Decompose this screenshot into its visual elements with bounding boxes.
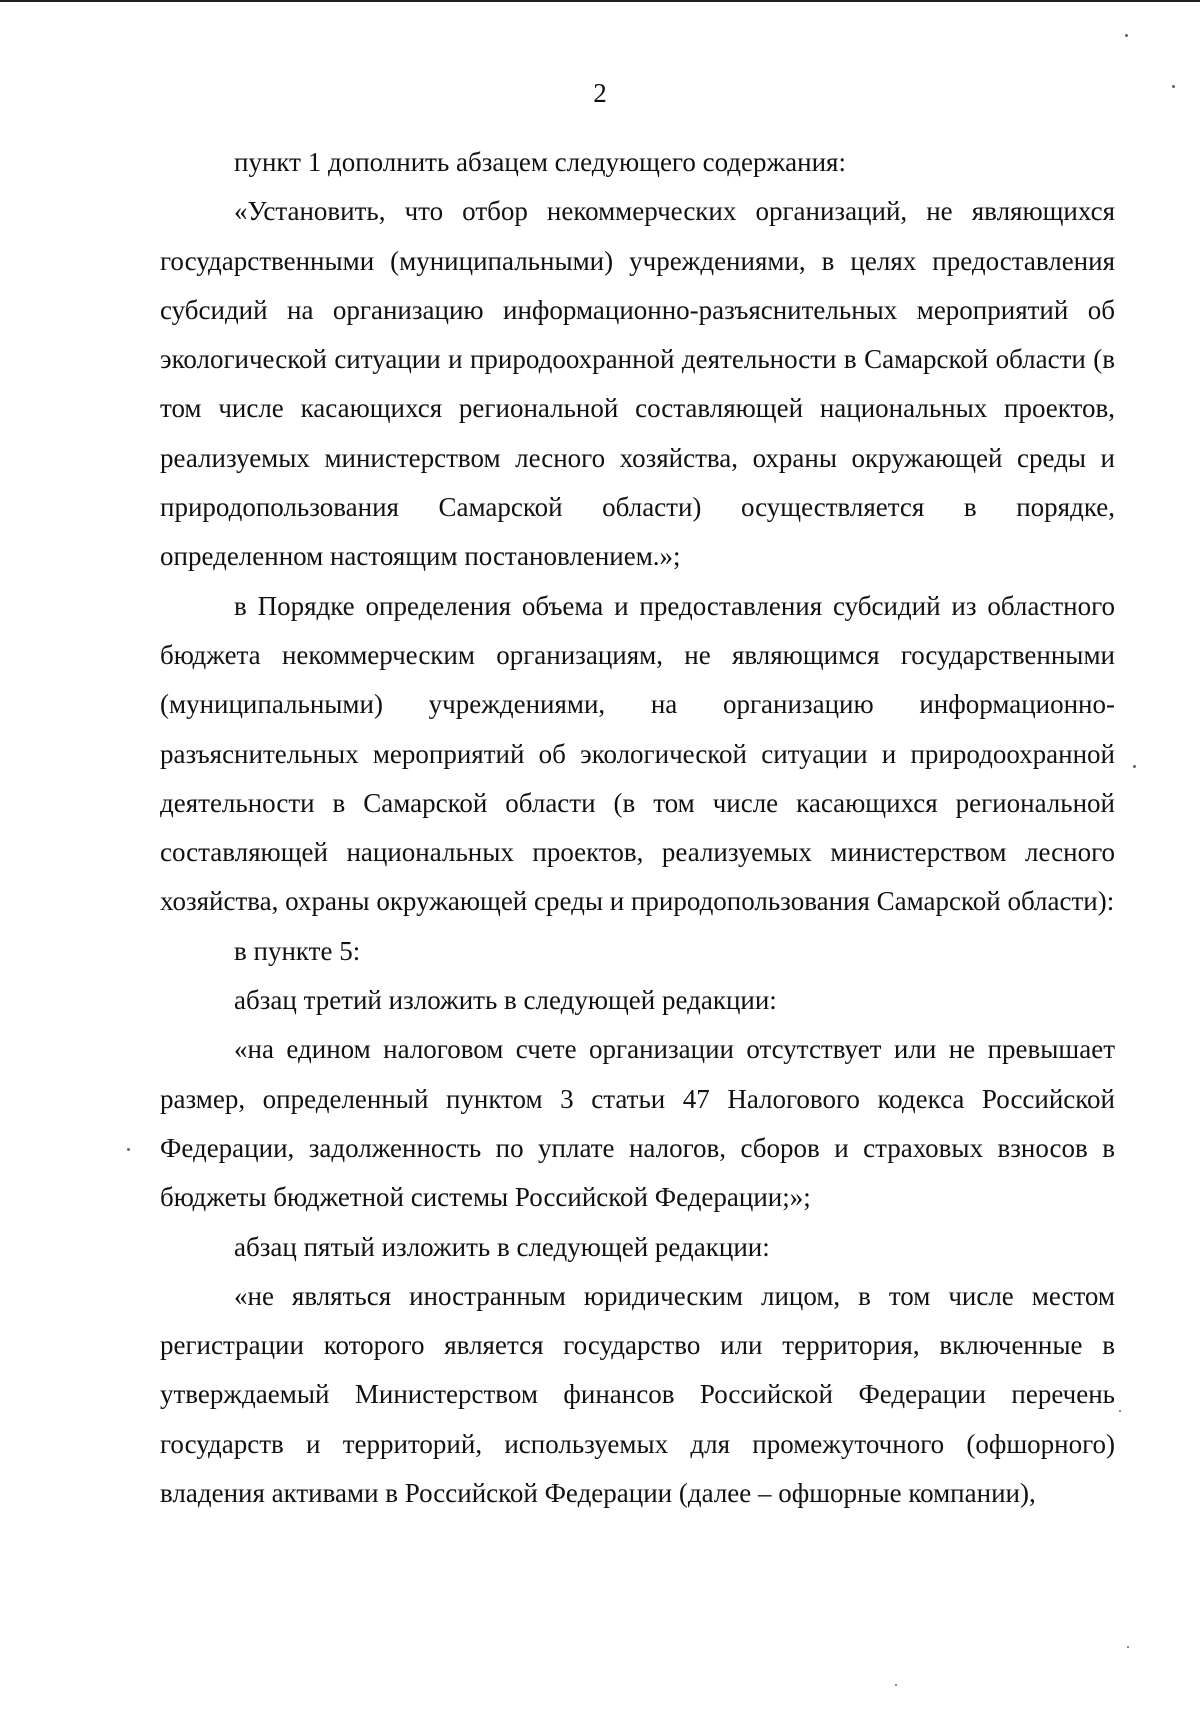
scan-speck [1119,1410,1121,1412]
scan-top-edge-line [0,0,1200,2]
paragraph-quoted-establishment: «Установить, что отбор некоммерческих организаций, не являющихся государственными (муниципальными) учреждениями, в целях предоставления субсидий на организацию информационно-разъяснительных мероприятий об экологической ситуации и природоохранной деятельности в Самарской области (в том числе касающихся региональной составляющей национальных проектов, реализуемых министерством лесного хозяйства, охраны окружающей среды и природопользования Самарской области) осуществляется в порядке, определенном настоящим постановлением.»; [160,196,1115,572]
scan-speck [1133,765,1136,768]
scan-speck [895,1684,897,1686]
paragraph-fifth-abzac-heading: абзац пятый изложить в следующей редакции: [234,1231,770,1262]
page-number: 2 [593,78,607,108]
paragraph-quoted-tax-debt: «на едином налоговом счете организации отсутствует или не превышает размер, определенный пунктом 3 статьи 47 Налогового кодекса Российской Федерации, задолженность по уплате налогов, сборов и страховых взносов в бюджеты бюджетной системы Российской Федерации;»; [160,1034,1115,1213]
paragraph-quoted-foreign-entity: «не являться иностранным юридическим лицом, в том числе местом регистрации которого является государство или территория, включенные в утверждаемый Министерством финансов Российской Федерации перечень государств и территорий, используемых для промежуточного (офшорного) владения активами в Российской Федерации (далее – офшорные компании), [160,1280,1115,1509]
document-body [160,138,1115,1518]
paragraph-third-abzac-heading: абзац третий изложить в следующей редакции: [234,985,777,1016]
paragraph-point-5: в пункте 5: [234,935,361,966]
paragraph-procedure-title: в Порядке определения объема и предоставления субсидий из областного бюджета некоммерческим организациям, не являющимся государственными (муниципальными) учреждениями, на организацию информационно-разъяснительных мероприятий об экологической ситуации и природоохранной деятельности в Самарской области (в том числе касающихся региональной составляющей национальных проектов, реализуемых министерством лесного хозяйства, охраны окружающей среды и природопользования Самарской области): [160,590,1115,917]
scan-speck [1127,1646,1129,1648]
scan-speck [1125,34,1128,37]
scan-speck [1172,85,1175,88]
scan-speck [127,1148,130,1151]
paragraph-intro-amendment: пункт 1 дополнить абзацем следующего содержания: [234,147,846,177]
